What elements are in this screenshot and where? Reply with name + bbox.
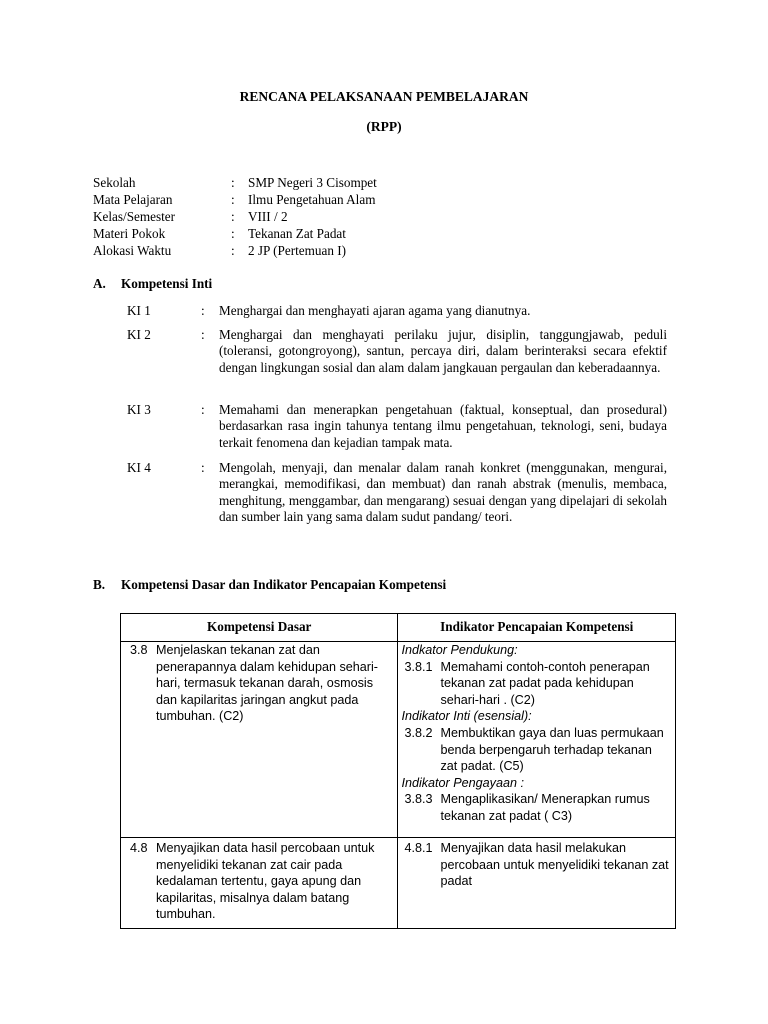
kd-cell [121, 642, 398, 838]
indicator-cell [398, 838, 676, 929]
ki-text: Memahami dan menerapkan pengetahuan (faktual, konseptual, dan prosedural) berdasarkan rasa ingin tahunya tentang ilmu pengetahuan, teknologi, seni, budaya terkait fenomena dan kejadian tampak mata. [219, 402, 667, 450]
ki-colon: : [201, 460, 205, 475]
indicator-item [398, 791, 675, 824]
identity-label: Kelas/Semester [93, 209, 176, 224]
identity-value: SMP Negeri 3 Cisompet [248, 175, 377, 190]
indicator-text: Memahami contoh-contoh penerapan tekanan zat padat pada kehidupan sehari-hari . (C2) [440, 659, 650, 707]
ki-text: Menghargai dan menghayati perilaku jujur, disiplin, tanggungjawab, peduli (toleransi, gotongroyong), santun, percaya diri, dalam berinteraksi secara efektif dengan lingkungan sosial dan alam dalam jangkauan pergaulan dan keberadaannya. [219, 327, 667, 375]
indicator-heading: Indkator Pendukung: [401, 643, 518, 657]
ki-text: Mengolah, menyaji, dan menalar dalam ranah konkret (menggunakan, mengurai, merangkai, memodifikasi, dan membuat) dan ranah abstrak (menulis, membaca, menghitung, menggambar, dan mengarang) sesuai dengan yang dipelajari di sekolah dan sumber lain yang sama dalam sudut pandang/ teori. [219, 460, 667, 525]
identity-row-sekolah [93, 175, 693, 192]
kd-text: Menjelaskan tekanan zat dan penerapannya dalam kehidupan sehari-hari, termasuk tekanan darah, osmosis dan kapilaritas jaringan angkut pada tumbuhan. (C2) [156, 643, 378, 724]
document-subtitle: (RPP) [366, 119, 402, 134]
column-header: Kompetensi Dasar [121, 614, 398, 642]
identity-value: 2 JP (Pertemuan I) [248, 243, 347, 258]
identity-label: Materi Pokok [93, 226, 166, 241]
kd-item [121, 840, 397, 923]
table-row [121, 838, 676, 929]
indicator-number: 4.8.1 [404, 841, 433, 855]
table-row [121, 642, 676, 838]
indicator-number: 3.8.1 [404, 659, 433, 674]
indicator-heading: Indikator Inti (esensial): [401, 709, 532, 724]
identity-block [93, 175, 693, 260]
identity-colon: : [231, 192, 235, 207]
identity-value: Tekanan Zat Padat [248, 226, 346, 241]
indicator-item [398, 659, 675, 709]
ki-code: KI 3 [127, 402, 151, 417]
indicator-text: Mengaplikasikan/ Menerapkan rumus tekanan zat padat ( C3) [440, 792, 650, 823]
ki-code: KI 4 [127, 460, 151, 475]
identity-row-alokasi-waktu [93, 243, 693, 260]
ki-code: KI 1 [127, 303, 151, 318]
indicator-heading: Indikator Pengayaan : [401, 775, 524, 790]
column-header: Indikator Pencapaian Kompetensi [398, 614, 676, 642]
competency-table [120, 613, 676, 929]
section-letter: A. [93, 276, 106, 291]
identity-colon: : [231, 209, 235, 224]
indicator-item [398, 840, 675, 890]
section-title: Kompetensi Inti [121, 276, 213, 291]
kd-text: Menyajikan data hasil percobaan untuk menyelidiki tekanan zat cair pada kedalaman tertentu, gaya apung dan kapilaritas, misalnya dalam batang tumbuhan. [156, 841, 375, 922]
ki-colon: : [201, 303, 205, 318]
kd-cell [121, 838, 398, 929]
ki-code: KI 2 [127, 327, 151, 342]
identity-row-mata-pelajaran [93, 192, 693, 209]
indicator-number: 3.8.3 [404, 792, 433, 807]
identity-colon: : [231, 175, 235, 190]
identity-colon: : [231, 226, 235, 241]
identity-row-materi-pokok [93, 226, 693, 243]
document-title: RENCANA PELAKSANAAN PEMBELAJARAN [239, 89, 529, 104]
indicator-text: Menyajikan data hasil melakukan percobaan untuk menyelidiki tekanan zat padat [440, 841, 669, 889]
identity-value: VIII / 2 [248, 209, 288, 224]
kd-number: 3.8 [130, 643, 148, 657]
identity-label: Mata Pelajaran [93, 192, 173, 207]
indicator-item [398, 725, 675, 775]
section-title: Kompetensi Dasar dan Indikator Pencapaian Kompetensi [121, 577, 447, 592]
identity-value: Ilmu Pengetahuan Alam [248, 192, 376, 207]
kd-item [121, 642, 397, 725]
identity-label: Alokasi Waktu [93, 243, 172, 258]
section-letter: B. [93, 577, 106, 592]
ki-colon: : [201, 327, 205, 342]
ki-colon: : [201, 402, 205, 417]
identity-row-kelas-semester [93, 209, 693, 226]
indicator-cell [398, 642, 676, 838]
identity-label: Sekolah [93, 175, 136, 190]
table-header-row [121, 614, 676, 642]
indicator-text: Membuktikan gaya dan luas permukaan benda berpengaruh terhadap tekanan zat padat. (C5) [440, 725, 664, 774]
indicator-number: 3.8.2 [404, 725, 433, 740]
ki-text: Menghargai dan menghayati ajaran agama yang dianutnya. [219, 303, 531, 318]
identity-colon: : [231, 243, 235, 258]
kd-number: 4.8 [130, 841, 148, 855]
